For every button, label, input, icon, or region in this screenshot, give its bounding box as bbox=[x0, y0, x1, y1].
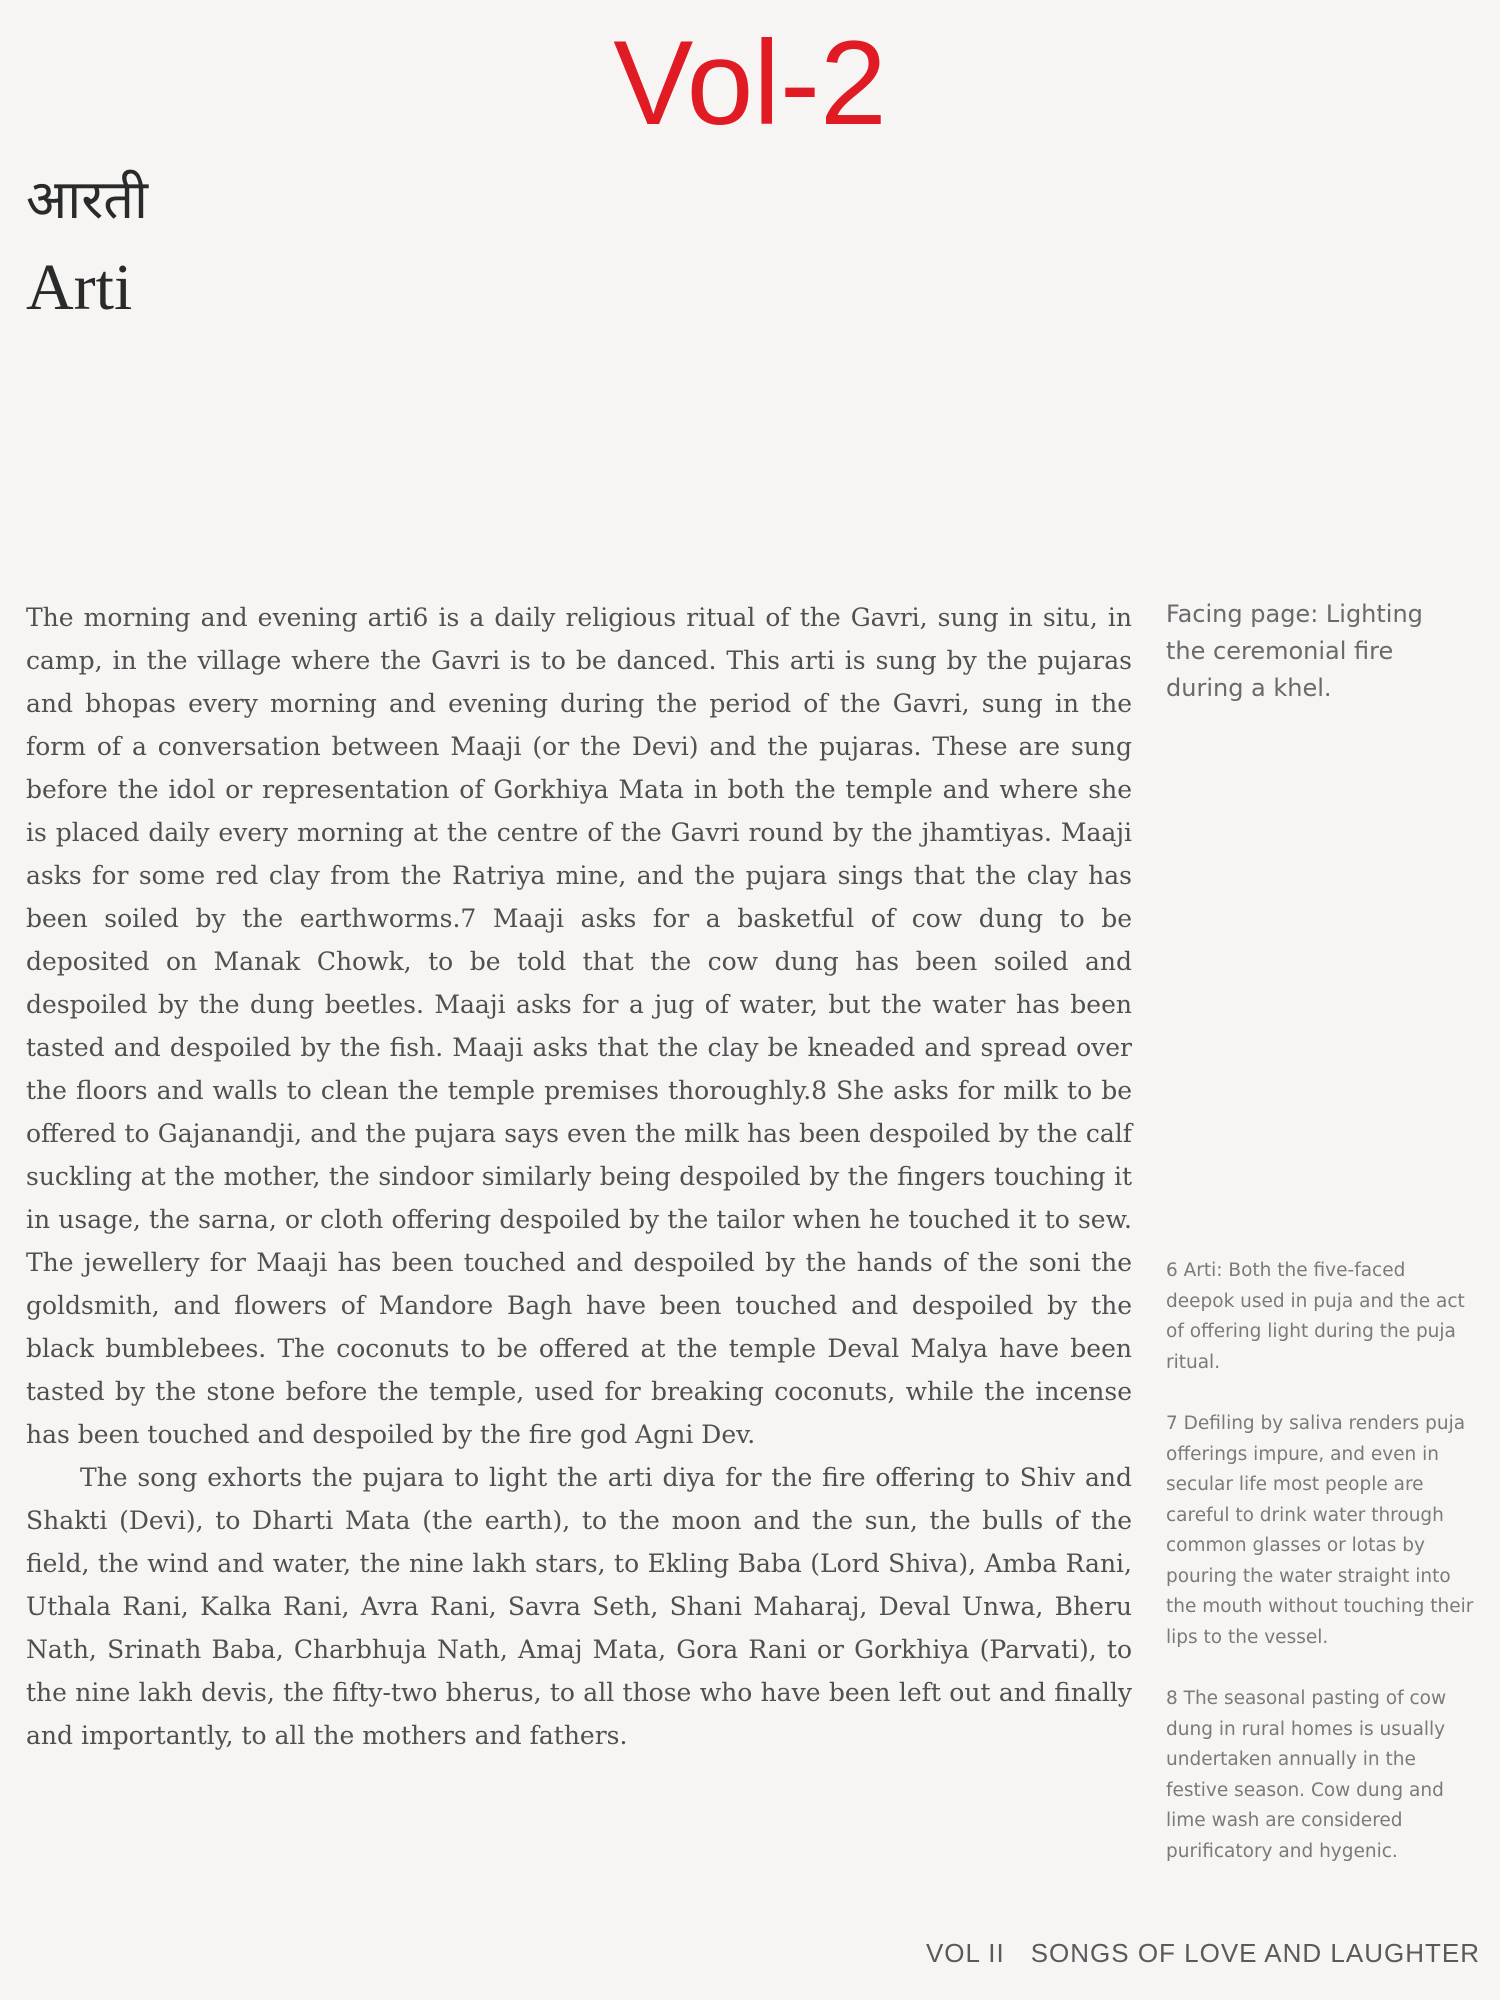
footnote-7: 7 Defiling by saliva renders puja offerings impure, and even in secular life most people are careful to drink water through common glasses or lotas by pouring the water straight into the mouth without touching their lips to the vessel. bbox=[1166, 1413, 1474, 1648]
footer-book-title: SONGS OF LOVE AND LAUGHTER bbox=[1030, 1938, 1480, 1968]
body-paragraph-2: The song exhorts the pujara to light the arti diya for the fire offering to Shiv and Shakti (Devi), to Dharti Mata (the earth), to the moon and the sun, the bulls of the field, the wind and water, the nine lakh stars, to Ekling Baba (Lord Shiva), Amba Rani, Uthala Rani, Kalka Rani, Avra Rani, Savra Seth, Shani Maharaj, Deval Unwa, Bheru Nath, Srinath Baba, Charbhuja Nath, Amaj Mata, Gora Rani or Gorkhiya (Parvati), to the nine lakh devis, the fifty-two bherus, to all those who have been left out and finally and importantly, to all the mothers and fathers. bbox=[26, 1463, 1132, 1750]
page-title-hindi: आरती bbox=[26, 168, 149, 231]
footer-volume: VOL II bbox=[925, 1938, 1005, 1968]
body-paragraph-1: The morning and evening arti6 is a daily religious ritual of the Gavri, sung in situ, in camp, in the village where the Gavri is to be danced. This arti is sung by the pujaras and bhopas every morning and evening during the period of the Gavri, sung in the form of a conversation between Maaji (or the Devi) and the pujaras. These are sung before the idol or representation of Gorkhiya Mata in both the temple and where she is placed daily every morning at the centre of the Gavri round by the jhamtiyas. Maaji asks for some red clay from the Ratriya mine, and the pujara sings that the clay has been soiled by the earthworms.7 Maaji asks for a basketful of cow dung to be deposited on Manak Chowk, to be told that the cow dung has been soiled and despoiled by the dung beetles. Maaji asks for a jug of water, but the water has been tasted and despoiled by the fish. Maaji asks that the clay be kneaded and spread over the floors and walls to clean the temple premises thoroughly.8 She asks for milk to be offered to Gajanandji, and the pujara says even the milk has been despoiled by the calf suckling at the mother, the sindoor similarly being despoiled by the fingers touching it in usage, the sarna, or cloth offering despoiled by the tailor when he touched it to sew. The jewellery for Maaji has been touched and despoiled by the hands of the soni the goldsmith, and flowers of Mandore Bagh have been touched and despoiled by the black bumblebees. The coconuts to be offered at the temple Deval Malya have been tasted by the stone before the temple, used for breaking coconuts, while the incense has been touched and despoiled by the fire god Agni Dev. bbox=[26, 603, 1132, 1449]
main-body-text bbox=[26, 596, 1132, 1757]
footnotes bbox=[1166, 1256, 1476, 1898]
volume-banner: Vol-2 bbox=[613, 16, 887, 150]
page-title-english: Arti bbox=[26, 251, 133, 324]
footnote-6: 6 Arti: Both the five-faced deepok used in puja and the act of offering light during the puja ritual. bbox=[1166, 1260, 1465, 1373]
photo-caption: Facing page: Lighting the ceremonial fire during a khel. bbox=[1166, 600, 1423, 702]
footnote-8: 8 The seasonal pasting of cow dung in rural homes is usually undertaken annually in the festive season. Cow dung and lime wash are considered purificatory and hygenic. bbox=[1166, 1688, 1447, 1862]
running-footer bbox=[926, 1938, 1480, 1969]
